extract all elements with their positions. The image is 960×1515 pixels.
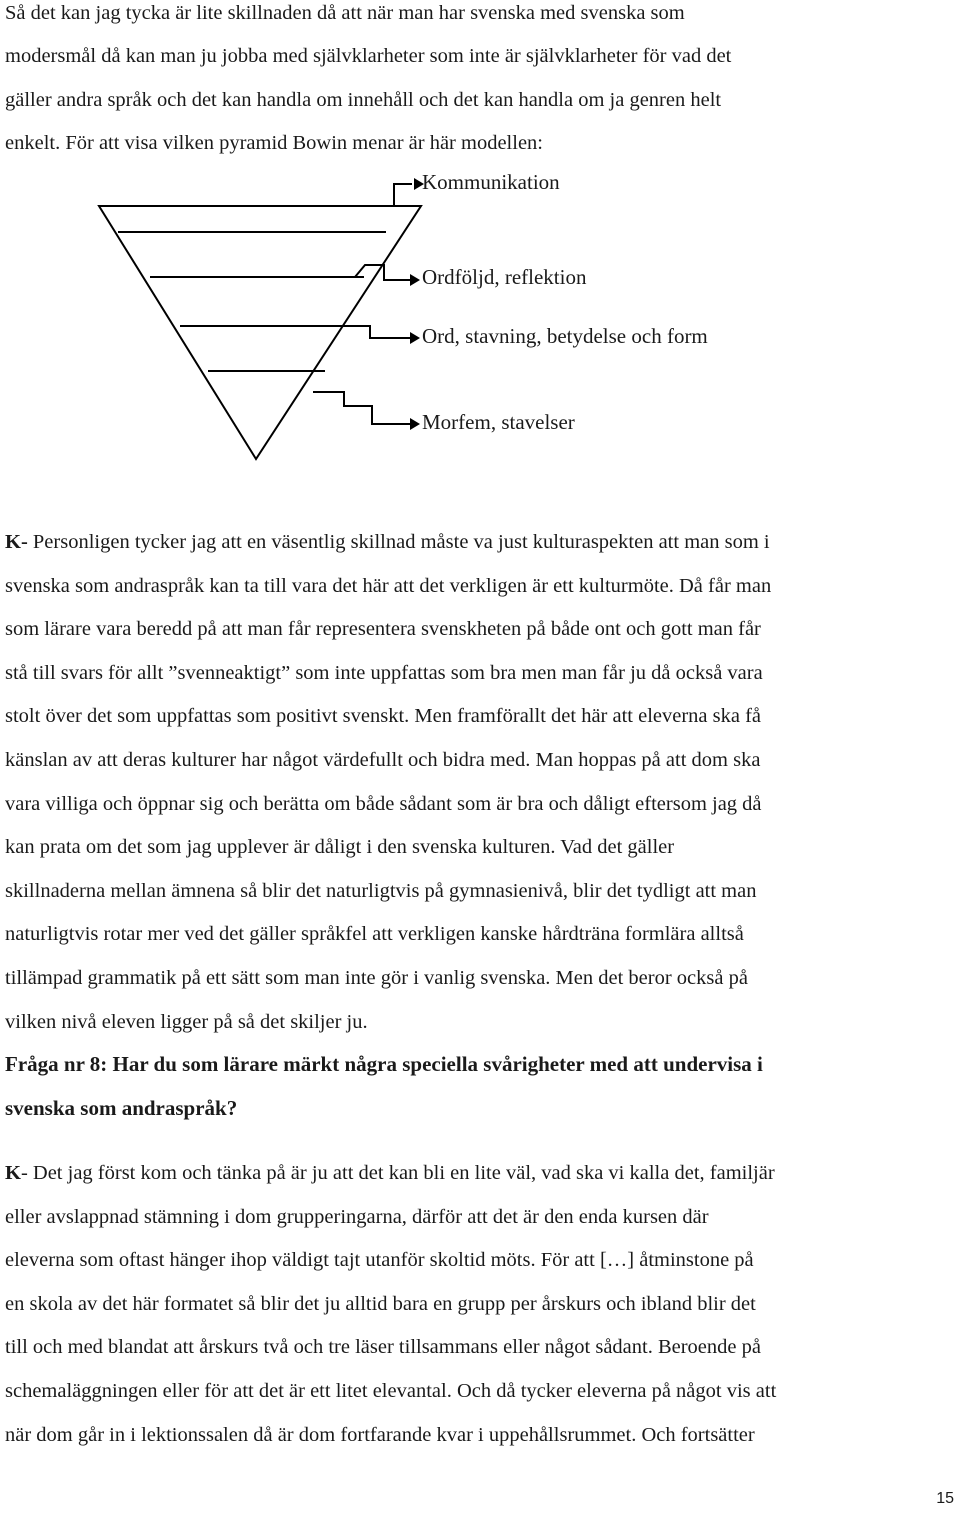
pyramid-label-word-order: Ordföljd, reflektion	[422, 265, 587, 289]
connector-line	[340, 326, 410, 338]
intro-paragraph	[5, 0, 955, 165]
text-line: tillämpad grammatik på ett sätt som man inte gör i vanlig svenska. Men det beror också på	[5, 966, 748, 989]
pyramid-label-morpheme: Morfem, stavelser	[422, 410, 575, 434]
answer-paragraph-k	[5, 521, 955, 1044]
text-segment: Personligen tycker jag att en väsentlig skillnad måste va just kulturaspekten att man som i	[27, 531, 770, 553]
text-line: stå till svars för allt ”svenneaktigt” som inte uppfattas som bra men man får ju då också vara	[5, 661, 763, 684]
arrowhead-icon	[410, 332, 420, 344]
text-line: känslan av att deras kulturer har något värdefullt och bidra med. Man hoppas på att dom ska	[5, 748, 761, 771]
arrowhead-icon	[410, 418, 420, 430]
pyramid-label-word-form: Ord, stavning, betydelse och form	[422, 324, 708, 348]
connector-line	[313, 392, 410, 424]
text-line	[5, 1152, 955, 1196]
text-line: en skola av det här formatet så blir det ju alltid bara en grupp per årskurs och ibland blir det	[5, 1292, 756, 1315]
text-line: vilken nivå eleven ligger på så det skiljer ju.	[5, 1010, 368, 1033]
text-line: stolt över det som uppfattas som positivt svenskt. Men framförallt det här att eleverna ska få	[5, 705, 762, 728]
text-line: till och med blandat att årskurs två och tre läser tillsammans eller något sådant. Beroende på	[5, 1336, 761, 1359]
text-line: enkelt. För att visa vilken pyramid Bowin menar är här modellen:	[5, 131, 543, 154]
text-line: när dom går in i lektionssalen då är dom fortfarande kvar i uppehållsrummet. Och fortsätter	[5, 1423, 755, 1446]
page-number: 15	[936, 1490, 954, 1507]
text-line: kan prata om det som jag upplever är dåligt i den svenska kulturen. Vad det gäller	[5, 836, 675, 859]
arrowhead-icon	[410, 274, 420, 286]
speaker-label: K	[5, 1162, 21, 1184]
text-line: modersmål då kan man ju jobba med självklarheter som inte är självklarheter för vad det	[5, 45, 732, 68]
speaker-label: K-	[5, 531, 28, 553]
text-line: eller avslappnad stämning i dom grupperingarna, därför att det är den enda kursen där	[5, 1205, 709, 1228]
text-segment: - Det jag först kom och tänka på är ju att det kan bli en lite väl, vad ska vi kalla det, familjär	[20, 1162, 775, 1184]
question-heading	[5, 1043, 955, 1130]
text-line: skillnaderna mellan ämnena så blir det naturligtvis på gymnasienivå, blir det tydligt att man	[5, 879, 757, 902]
text-line: svenska som andraspråk kan ta till vara det här att det verkligen är ett kulturmöte. Då får man	[5, 574, 772, 597]
text-line: naturligtvis rotar mer ved det gäller språkfel att verkligen kanske hårdträna formlära alltså	[5, 923, 744, 946]
connector-line	[394, 184, 412, 206]
text-line: eleverna som oftast hänger ihop väldigt tajt utanför skoltid möts. För att […] åtminstone på	[5, 1249, 754, 1272]
text-line: Så det kan jag tycka är lite skillnaden då att när man har svenska med svenska som	[5, 2, 685, 24]
text-line: vara villiga och öppnar sig och berätta om både sådant som är bra och dåligt eftersom jag då	[5, 792, 762, 815]
answer-paragraph-k-2	[5, 1152, 955, 1457]
text-line: svenska som andraspråk?	[5, 1095, 238, 1120]
text-line: som lärare vara beredd på att man får representera svenskheten på både ont och gott man får	[5, 618, 761, 641]
pyramid-label-communication: Kommunikation	[422, 170, 560, 194]
text-line: gäller andra språk och det kan handla om innehåll och det kan handla om ja genren helt	[5, 88, 722, 111]
text-line	[5, 521, 955, 565]
text-line: schemaläggningen eller för att det är ett litet elevantal. Och då tycker eleverna på något vis att	[5, 1379, 777, 1402]
text-line: Fråga nr 8: Har du som lärare märkt några speciella svårigheter med att undervisa i	[5, 1052, 763, 1076]
